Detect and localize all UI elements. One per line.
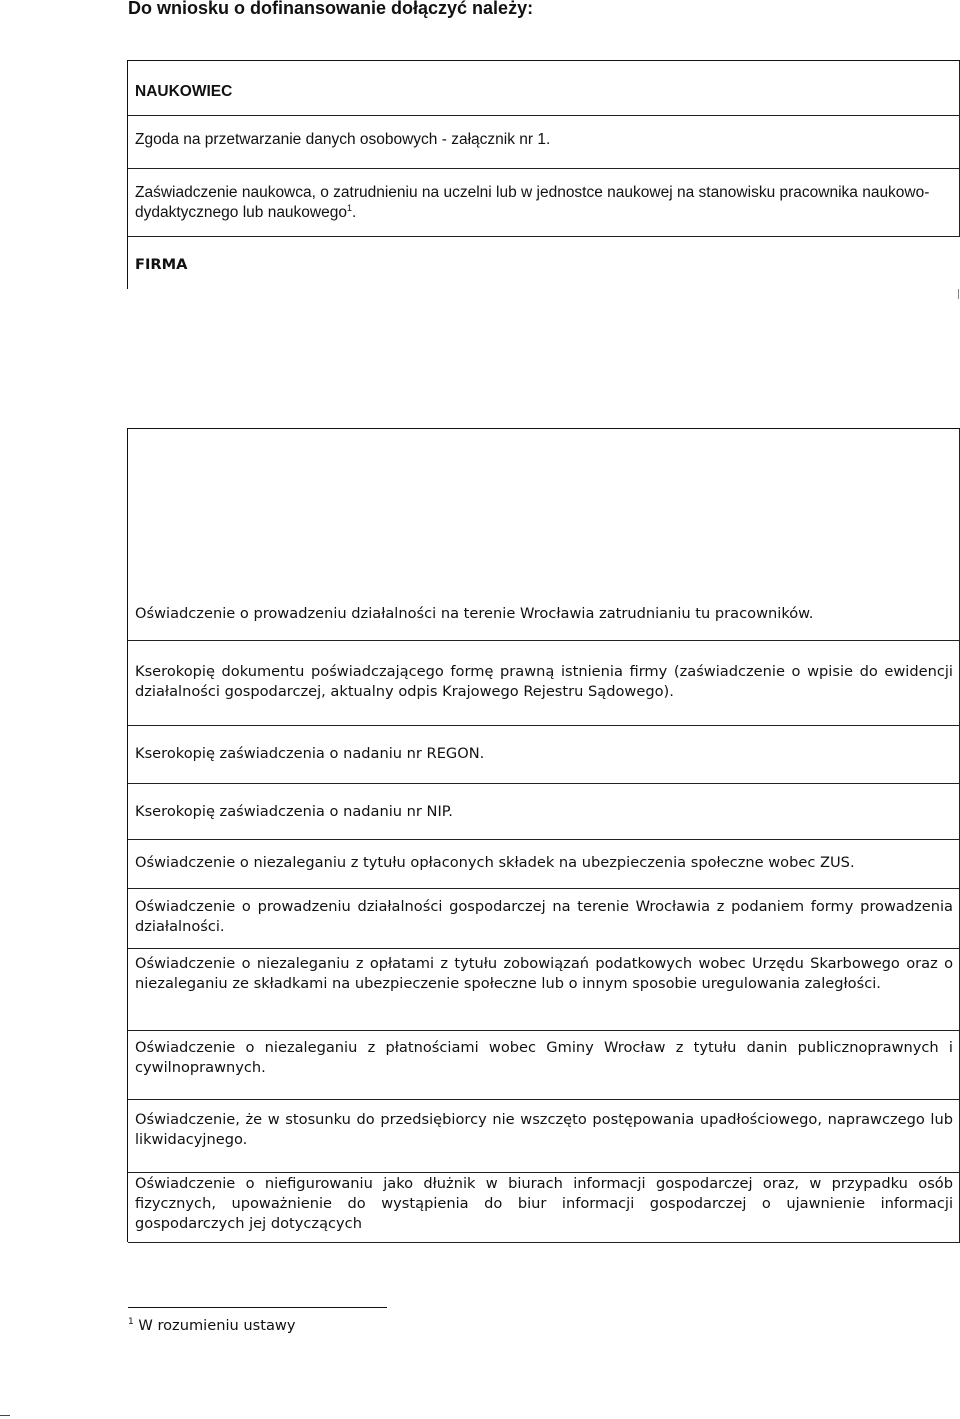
naukowiec-heading: NAUKOWIEC xyxy=(135,83,233,100)
naukowiec-item-row xyxy=(128,169,960,237)
footnote-reference: 1 xyxy=(346,202,352,213)
firma-item-1: Oświadczenie o prowadzeniu działalności na terenie Wrocławia zatrudnianiu tu pracowników. xyxy=(135,605,814,622)
firma-item-7: Oświadczenie o niezaleganiu z opłatami z tytułu zobowiązań podatkowych wobec Urzędu Skarbowego oraz o niezaleganiu ze składkami na ubezpieczenie społeczne lub o innym sposobie uregulowania zaległości. xyxy=(135,955,953,992)
firma-heading: FIRMA xyxy=(135,256,188,273)
page-edge-mark xyxy=(0,1415,10,1416)
firma-item-row xyxy=(128,949,960,1031)
firma-item-row xyxy=(128,784,960,840)
firma-table xyxy=(127,428,960,1242)
firma-item-8: Oświadczenie o niezaleganiu z płatnościami wobec Gminy Wrocław z tytułu danin publicznoprawnych i cywilnoprawnych. xyxy=(135,1039,953,1076)
firma-item-row xyxy=(128,889,960,949)
footnote xyxy=(128,1316,296,1336)
firma-item-row xyxy=(128,726,960,784)
naukowiec-item-1: Zgoda na przetwarzanie danych osobowych - załącznik nr 1. xyxy=(135,131,551,148)
firma-item-row xyxy=(128,1173,960,1243)
right-border-fragment xyxy=(958,289,959,299)
footnote-separator xyxy=(128,1307,387,1308)
naukowiec-item-row xyxy=(128,116,960,169)
firma-item-6: Oświadczenie o prowadzeniu działalności gospodarczej na terenie Wrocławia z podaniem formy prowadzenia działalności. xyxy=(135,898,953,935)
firma-item-row xyxy=(128,1100,960,1173)
firma-item-2: Kserokopię dokumentu poświadczającego formę prawną istnienia firmy (zaświadczenie o wpisie do ewidencji działalności gospodarczej, aktualny odpis Krajowego Rejestru Sądowego). xyxy=(135,663,953,700)
firma-item-3: Kserokopię zaświadczenia o nadaniu nr REGON. xyxy=(135,745,485,762)
page-title: Do wniosku o dofinansowanie dołączyć należy: xyxy=(128,0,534,18)
naukowiec-item-2: Zaświadczenie naukowca, o zatrudnieniu na uczelni lub w jednostce naukowej na stanowisku pracownika naukowo-dydaktycznego lub naukowego$^1$. xyxy=(135,184,930,221)
firma-item-10: Oświadczenie o niefigurowaniu jako dłużnik w biurach informacji gospodarczej oraz, w przypadku osób fizycznych, upoważnienie do wystąpienia do biur informacji gospodarczej o ujawnienie informacji gospodarczych jej dotyczących xyxy=(135,1175,953,1232)
firma-heading-row xyxy=(128,237,960,290)
firma-item-row xyxy=(128,429,960,641)
footnote-text: W rozumieniu ustawy xyxy=(138,1317,296,1334)
firma-item-9: Oświadczenie, że w stosunku do przedsiębiorcy nie wszczęto postępowania upadłościowego, naprawczego lub likwidacyjnego. xyxy=(135,1111,953,1148)
naukowiec-heading-row xyxy=(128,61,960,116)
firma-item-row xyxy=(128,1031,960,1100)
footnote-mark: 1 xyxy=(128,1317,134,1328)
firma-item-row xyxy=(128,641,960,726)
firma-item-row xyxy=(128,840,960,889)
firma-item-5: Oświadczenie o niezaleganiu z tytułu opłaconych składek na ubezpieczenia społeczne wobec ZUS. xyxy=(135,854,855,871)
naukowiec-table xyxy=(127,60,960,289)
firma-item-4: Kserokopię zaświadczenia o nadaniu nr NIP. xyxy=(135,803,453,820)
